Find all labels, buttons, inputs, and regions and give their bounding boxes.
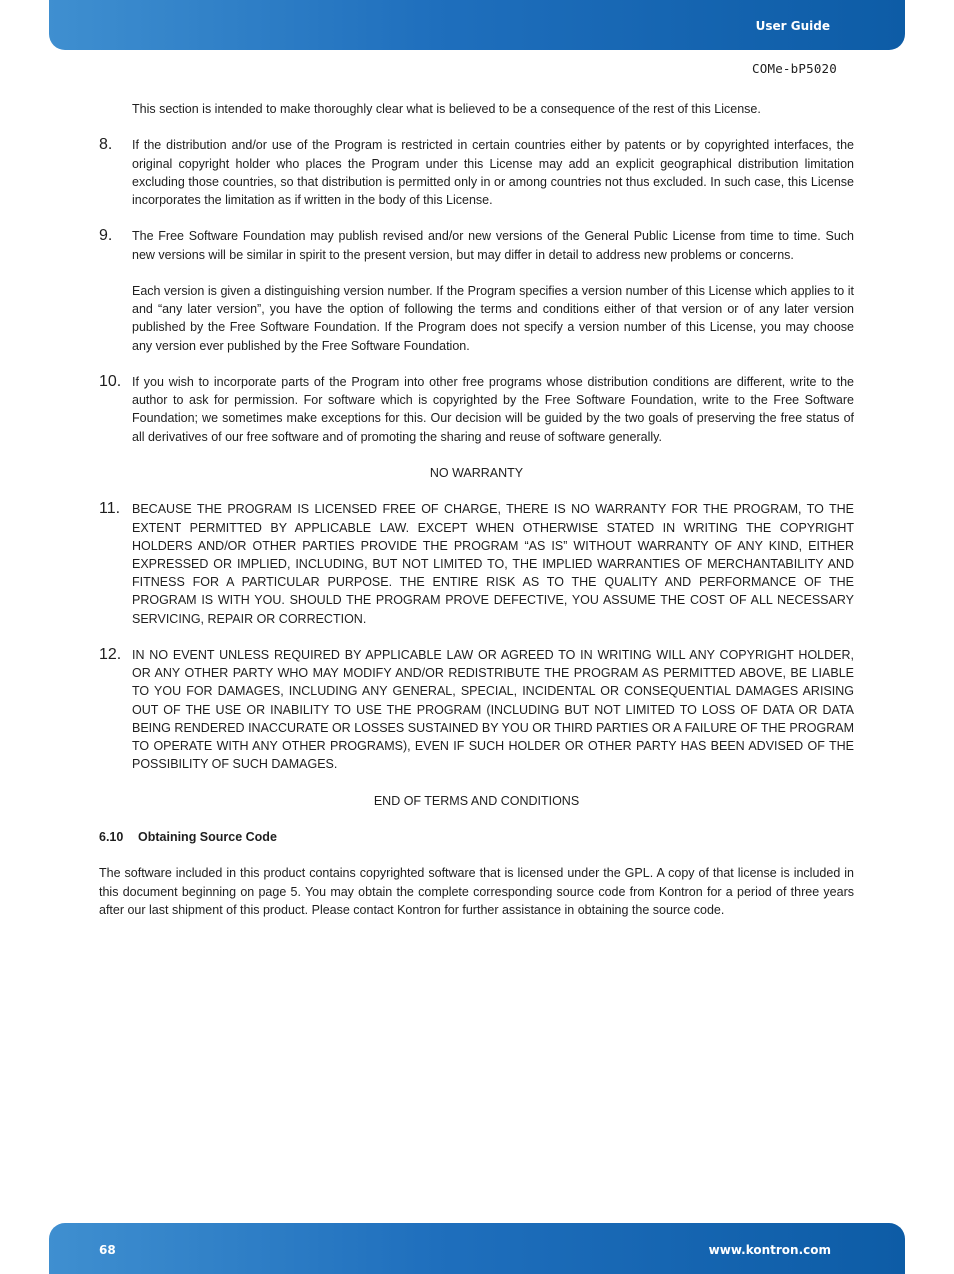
item-number: 12. (99, 645, 122, 663)
section-title: Obtaining Source Code (138, 829, 277, 844)
intro-paragraph: This section is intended to make thoroughly clear what is believed to be a consequence of the rest of this License. (132, 102, 761, 116)
list-item-10 (99, 373, 854, 446)
page-number: 68 (99, 1243, 116, 1257)
item-text-continued: Each version is given a distinguishing version number. If the Program specifies a version number of this License which applies to it and “any later version”, you have the option of following the terms and conditions either of that version or of any later version published by the Free Software Foundation. If the Program does not specify a version number of this License, you may choose any version ever published by the Free Software Foundation. (132, 283, 854, 353)
item-number: 10. (99, 372, 122, 390)
item-text: BECAUSE THE PROGRAM IS LICENSED FREE OF CHARGE, THERE IS NO WARRANTY FOR THE PROGRAM, TO THE EXTENT PERMITTED BY APPLICABLE LAW. EXCEPT WHEN OTHERWISE STATED IN WRITING THE COPYRIGHT HOLDERS AND/OR OTHER PARTIES PROVIDE THE PROGRAM “AS IS” WITHOUT WARRANTY OF ANY KIND, EITHER EXPRESSED OR IMPLIED, INCLUDING, BUT NOT LIMITED TO, THE IMPLIED WARRANTIES OF MERCHANTABILITY AND FITNESS FOR A PARTICULAR PURPOSE. THE ENTIRE RISK AS TO THE QUALITY AND PERFORMANCE OF THE PROGRAM IS WITH YOU. SHOULD THE PROGRAM PROVE DEFECTIVE, YOU ASSUME THE COST OF ALL NECESSARY SERVICING, REPAIR OR CORRECTION. (132, 502, 854, 626)
item-text: If you wish to incorporate parts of the Program into other free programs whose distribution conditions are different, write to the author to ask for permission. For software which is copyrighted by the Free Software Foundation, write to the Free Software Foundation; we sometimes make exceptions for this. Our decision will be guided by the two goals of preserving the free status of all derivatives of our free software and of promoting the sharing and reuse of software generally. (132, 374, 854, 444)
item-number: 11. (99, 500, 121, 518)
item-text: If the distribution and/or use of the Program is restricted in certain countries either by patents or by copyrighted interfaces, the original copyright holder who places the Program under this License may add an explicit geographical distribution limitation excluding those countries, so that distribution is permitted only in or among countries not thus excluded. In such case, this License incorporates the limitation as if written in the body of this License. (132, 138, 854, 207)
list-item-9 (99, 227, 854, 354)
footer-bar (49, 1223, 905, 1274)
item-number: 9. (99, 227, 113, 245)
footer-url: www.kontron.com (708, 1243, 831, 1257)
list-item-8 (99, 136, 854, 209)
item-text: The Free Software Foundation may publish revised and/or new versions of the General Public License from time to time. Such new versions will be similar in spirit to the present version, but may differ in detail to address new problems or concerns. (132, 229, 854, 262)
list-item-11 (99, 500, 854, 627)
section-heading (99, 828, 854, 846)
item-text: IN NO EVENT UNLESS REQUIRED BY APPLICABLE LAW OR AGREED TO IN WRITING WILL ANY COPYRIGHT HOLDER, OR ANY OTHER PARTY WHO MAY MODIFY AND/OR REDISTRIBUTE THE PROGRAM AS PERMITTED ABOVE, BE LIABLE TO YOU FOR DAMAGES, INCLUDING ANY GENERAL, SPECIAL, INCIDENTAL OR CONSEQUENTIAL DAMAGES ARISING OUT OF THE USE OR INABILITY TO USE THE PROGRAM (INCLUDING BUT NOT LIMITED TO LOSS OF DATA OR DATA BEING RENDERED INACCURATE OR LOSSES SUSTAINED BY YOU OR THIRD PARTIES OR A FAILURE OF THE PROGRAM TO OPERATE WITH ANY OTHER PROGRAMS), EVEN IF SUCH HOLDER OR OTHER PARTY HAS BEEN ADVISED OF THE POSSIBILITY OF SUCH DAMAGES. (132, 647, 854, 772)
list-item-12 (99, 646, 854, 773)
header-bar (49, 0, 905, 50)
end-of-terms-heading: END OF TERMS AND CONDITIONS (373, 793, 580, 808)
page-content (99, 100, 854, 919)
section-paragraph: The software included in this product contains copyrighted software that is licensed under the GPL. A copy of that license is included in this document beginning on page 5. You may obtain the complete corresponding source code from Kontron for a period of three years after our last shipment of this product. Please contact Kontron for further assistance in obtaining the source code. (99, 866, 854, 917)
document-id: COMe-bP5020 (752, 61, 837, 76)
item-number: 8. (99, 136, 113, 154)
section-number: 6.10 (99, 829, 124, 844)
header-title: User Guide (755, 19, 830, 33)
no-warranty-heading: NO WARRANTY (429, 465, 524, 480)
